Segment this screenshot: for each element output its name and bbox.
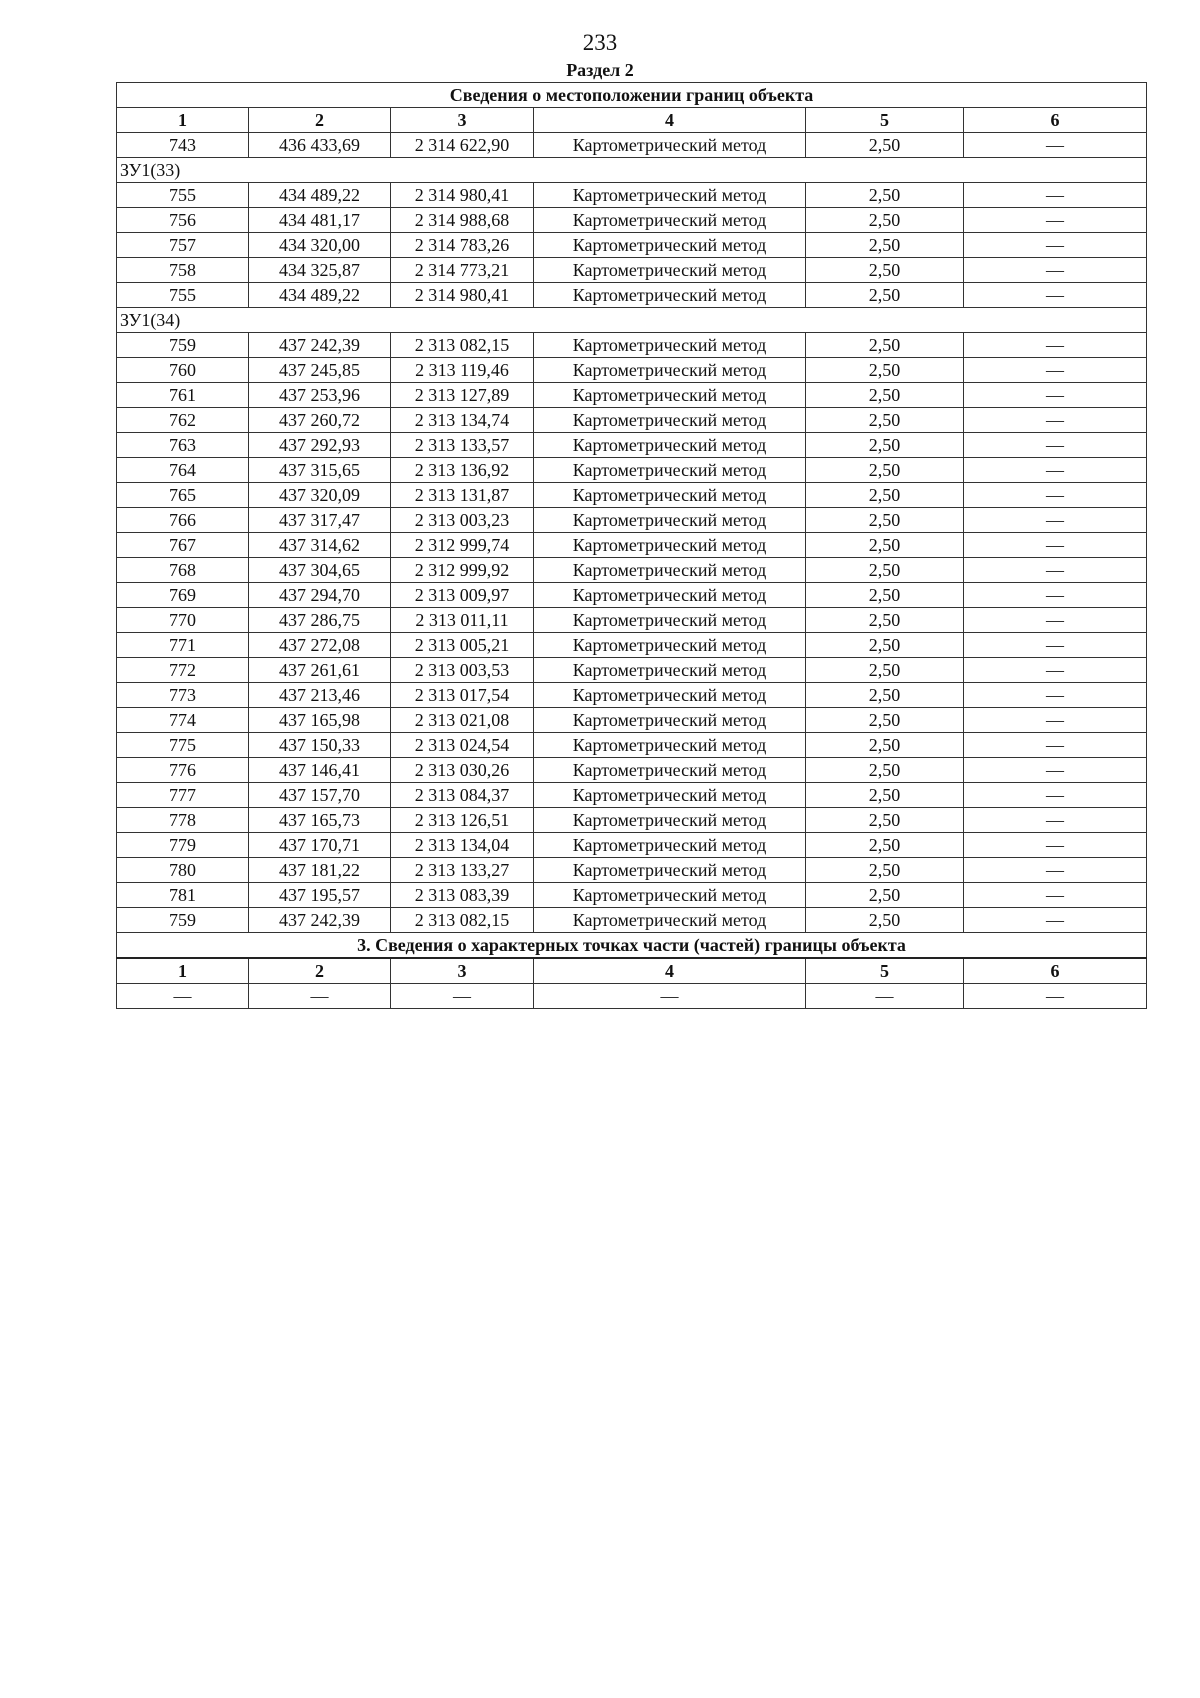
table-row	[117, 208, 1147, 233]
table-cell: Картометрический метод	[534, 558, 806, 583]
table-cell: 436 433,69	[249, 133, 391, 158]
table-cell: 770	[117, 608, 249, 633]
table-body	[117, 83, 1147, 1009]
table-cell: —	[964, 683, 1147, 708]
table-cell: 755	[117, 183, 249, 208]
table-cell: 437 294,70	[249, 583, 391, 608]
table-cell: 2 314 980,41	[391, 183, 534, 208]
table-cell: 2,50	[806, 908, 964, 933]
section3-title-row	[117, 933, 1147, 959]
table-cell: 743	[117, 133, 249, 158]
table-cell: 2,50	[806, 433, 964, 458]
table-cell: Картометрический метод	[534, 233, 806, 258]
table-cell: 2,50	[806, 708, 964, 733]
table-cell: 2 313 005,21	[391, 633, 534, 658]
table-cell: Картометрический метод	[534, 908, 806, 933]
table-cell: 2 313 131,87	[391, 483, 534, 508]
table-cell: 2,50	[806, 358, 964, 383]
table-cell: 758	[117, 258, 249, 283]
table-cell: —	[964, 358, 1147, 383]
table-cell: 434 481,17	[249, 208, 391, 233]
table-cell: 437 292,93	[249, 433, 391, 458]
table-cell: 2,50	[806, 683, 964, 708]
table-cell: 2 313 119,46	[391, 358, 534, 383]
table-cell: —	[964, 333, 1147, 358]
table-cell: 759	[117, 333, 249, 358]
column-header: 6	[964, 108, 1147, 133]
table-cell: 2 313 021,08	[391, 708, 534, 733]
table-cell: —	[964, 658, 1147, 683]
column-header: 4	[534, 108, 806, 133]
table-row	[117, 633, 1147, 658]
table-cell: —	[964, 984, 1147, 1009]
table-cell: 2 313 082,15	[391, 333, 534, 358]
table-cell: 434 325,87	[249, 258, 391, 283]
table-cell: Картометрический метод	[534, 183, 806, 208]
table-cell: —	[534, 984, 806, 1009]
table-cell: 2,50	[806, 608, 964, 633]
table-row	[117, 908, 1147, 933]
table-cell: Картометрический метод	[534, 333, 806, 358]
table-cell: 2,50	[806, 658, 964, 683]
table-cell: 781	[117, 883, 249, 908]
table-cell: 2 314 988,68	[391, 208, 534, 233]
table-cell: 2 313 017,54	[391, 683, 534, 708]
table-cell: —	[964, 433, 1147, 458]
table-cell: Картометрический метод	[534, 408, 806, 433]
column-header: 5	[806, 108, 964, 133]
table-cell: —	[964, 558, 1147, 583]
table-row	[117, 483, 1147, 508]
table-cell: 2 312 999,92	[391, 558, 534, 583]
table-row	[117, 533, 1147, 558]
table-cell: 761	[117, 383, 249, 408]
table-cell: Картометрический метод	[534, 283, 806, 308]
table-cell: 2 313 024,54	[391, 733, 534, 758]
table-row	[117, 558, 1147, 583]
table-cell: —	[964, 583, 1147, 608]
table-cell: —	[964, 708, 1147, 733]
table-row	[117, 433, 1147, 458]
table-cell: 2 313 084,37	[391, 783, 534, 808]
table-cell: Картометрический метод	[534, 833, 806, 858]
table-cell: 2,50	[806, 408, 964, 433]
table-cell: 2,50	[806, 833, 964, 858]
table-cell: Картометрический метод	[534, 433, 806, 458]
table-cell: 437 272,08	[249, 633, 391, 658]
table-cell: 2,50	[806, 508, 964, 533]
table-row	[117, 608, 1147, 633]
table-cell: 2 313 003,23	[391, 508, 534, 533]
table-cell: 437 170,71	[249, 833, 391, 858]
table-row	[117, 808, 1147, 833]
table-cell: 2 312 999,74	[391, 533, 534, 558]
table-cell: —	[964, 908, 1147, 933]
table-cell: 437 165,98	[249, 708, 391, 733]
table-cell: 771	[117, 633, 249, 658]
boundary-coordinates-table	[116, 82, 1147, 1009]
table-cell: Картометрический метод	[534, 483, 806, 508]
table-row	[117, 783, 1147, 808]
table-cell: 776	[117, 758, 249, 783]
table-cell: 2 313 127,89	[391, 383, 534, 408]
table-cell: 437 242,39	[249, 333, 391, 358]
table-row	[117, 458, 1147, 483]
table-cell: 772	[117, 658, 249, 683]
table-cell: Картометрический метод	[534, 533, 806, 558]
table-cell: Картометрический метод	[534, 708, 806, 733]
table-cell: 2,50	[806, 533, 964, 558]
column-header: 2	[249, 108, 391, 133]
table-cell: —	[964, 858, 1147, 883]
column-header: 3	[391, 958, 534, 984]
table-cell: 769	[117, 583, 249, 608]
group-label: ЗУ1(34)	[117, 308, 1147, 333]
table-cell: —	[964, 408, 1147, 433]
table-cell: 434 489,22	[249, 183, 391, 208]
table-cell: Картометрический метод	[534, 608, 806, 633]
table-cell: 757	[117, 233, 249, 258]
table-cell: —	[391, 984, 534, 1009]
table-cell: 2,50	[806, 558, 964, 583]
table-cell: 2 313 009,97	[391, 583, 534, 608]
table-cell: 437 181,22	[249, 858, 391, 883]
table-cell: —	[964, 133, 1147, 158]
table-cell: 2,50	[806, 233, 964, 258]
table-cell: 2,50	[806, 283, 964, 308]
table-cell: Картометрический метод	[534, 133, 806, 158]
table-cell: 437 242,39	[249, 908, 391, 933]
column-header: 2	[249, 958, 391, 984]
table-cell: 2,50	[806, 733, 964, 758]
table-cell: 2 313 003,53	[391, 658, 534, 683]
table-cell: 434 320,00	[249, 233, 391, 258]
table-cell: —	[964, 383, 1147, 408]
column-header: 6	[964, 958, 1147, 984]
table-title: Сведения о местоположении границ объекта	[117, 83, 1147, 108]
table-cell: Картометрический метод	[534, 458, 806, 483]
table-cell: 767	[117, 533, 249, 558]
table-cell: 2,50	[806, 858, 964, 883]
table-cell: 2,50	[806, 258, 964, 283]
table-cell: Картометрический метод	[534, 858, 806, 883]
table-cell: —	[964, 508, 1147, 533]
table-row	[117, 408, 1147, 433]
table-cell: —	[964, 258, 1147, 283]
table-row	[117, 383, 1147, 408]
table-cell: Картометрический метод	[534, 808, 806, 833]
table-cell: Картометрический метод	[534, 783, 806, 808]
table-cell: 762	[117, 408, 249, 433]
table-cell: 775	[117, 733, 249, 758]
table-title-row	[117, 83, 1147, 108]
table-cell: 2 313 082,15	[391, 908, 534, 933]
table-cell: 437 146,41	[249, 758, 391, 783]
table-cell: 2,50	[806, 483, 964, 508]
table-cell: —	[964, 783, 1147, 808]
table-cell: 2,50	[806, 883, 964, 908]
table-cell: 2,50	[806, 383, 964, 408]
table-cell: 2,50	[806, 758, 964, 783]
table-cell: —	[964, 483, 1147, 508]
table-cell: 2,50	[806, 133, 964, 158]
table-cell: —	[964, 208, 1147, 233]
table-row	[117, 583, 1147, 608]
table-row	[117, 183, 1147, 208]
table-cell: 437 315,65	[249, 458, 391, 483]
column-header-row	[117, 108, 1147, 133]
section3-title: 3. Сведения о характерных точках части (частей) границы объекта	[117, 933, 1147, 959]
table-cell: 755	[117, 283, 249, 308]
table-cell: 437 261,61	[249, 658, 391, 683]
table-cell: —	[806, 984, 964, 1009]
table-cell: Картометрический метод	[534, 658, 806, 683]
table-cell: 779	[117, 833, 249, 858]
table-cell: 756	[117, 208, 249, 233]
table-cell: 763	[117, 433, 249, 458]
table-cell: —	[964, 833, 1147, 858]
table-row	[117, 858, 1147, 883]
table-cell: —	[964, 608, 1147, 633]
table-cell: 2 313 126,51	[391, 808, 534, 833]
table-row	[117, 133, 1147, 158]
table-row	[117, 683, 1147, 708]
table-cell: Картометрический метод	[534, 208, 806, 233]
table-cell: 2 313 030,26	[391, 758, 534, 783]
table-cell: 437 195,57	[249, 883, 391, 908]
group-row	[117, 158, 1147, 183]
table-cell: —	[117, 984, 249, 1009]
column-header: 4	[534, 958, 806, 984]
table-row	[117, 708, 1147, 733]
table-cell: 437 304,65	[249, 558, 391, 583]
table-cell: —	[964, 733, 1147, 758]
table-cell: —	[964, 283, 1147, 308]
table-cell: 2,50	[806, 808, 964, 833]
table-cell: 2 313 011,11	[391, 608, 534, 633]
table-row	[117, 758, 1147, 783]
table-row	[117, 233, 1147, 258]
table-cell: 437 245,85	[249, 358, 391, 383]
column-header: 1	[117, 958, 249, 984]
table-cell: —	[964, 883, 1147, 908]
table-cell: 2,50	[806, 183, 964, 208]
table-cell: 2,50	[806, 458, 964, 483]
table-row	[117, 333, 1147, 358]
table-cell: 434 489,22	[249, 283, 391, 308]
table-cell: 2 314 783,26	[391, 233, 534, 258]
table-cell: —	[964, 183, 1147, 208]
table-cell: 437 253,96	[249, 383, 391, 408]
group-row	[117, 308, 1147, 333]
table-cell: 2 313 133,27	[391, 858, 534, 883]
table-cell: —	[964, 233, 1147, 258]
table-cell: Картометрический метод	[534, 633, 806, 658]
column-header: 3	[391, 108, 534, 133]
table-cell: —	[964, 758, 1147, 783]
table-row	[117, 283, 1147, 308]
table-cell: 773	[117, 683, 249, 708]
table-cell: 766	[117, 508, 249, 533]
table-cell: 768	[117, 558, 249, 583]
table-cell: 437 213,46	[249, 683, 391, 708]
table-cell: Картометрический метод	[534, 883, 806, 908]
table-cell: Картометрический метод	[534, 583, 806, 608]
table-cell: 2,50	[806, 783, 964, 808]
table-row	[117, 883, 1147, 908]
group-label: ЗУ1(33)	[117, 158, 1147, 183]
table-row	[117, 658, 1147, 683]
table-cell: —	[964, 633, 1147, 658]
table-cell: Картометрический метод	[534, 508, 806, 533]
table-cell: Картометрический метод	[534, 733, 806, 758]
section-title: Раздел 2	[566, 60, 634, 80]
table-cell: Картометрический метод	[534, 683, 806, 708]
table-cell: 437 317,47	[249, 508, 391, 533]
table-cell: 780	[117, 858, 249, 883]
table-cell: 2 313 134,74	[391, 408, 534, 433]
table-cell: 437 286,75	[249, 608, 391, 633]
table-cell: 2 313 133,57	[391, 433, 534, 458]
table-cell: 774	[117, 708, 249, 733]
table-cell: 759	[117, 908, 249, 933]
table-row	[117, 984, 1147, 1009]
table-cell: 778	[117, 808, 249, 833]
table-cell: 2 313 083,39	[391, 883, 534, 908]
column-header: 5	[806, 958, 964, 984]
table-cell: Картометрический метод	[534, 758, 806, 783]
table-cell: 764	[117, 458, 249, 483]
table-row	[117, 733, 1147, 758]
table-cell: 2,50	[806, 208, 964, 233]
table-cell: 2,50	[806, 583, 964, 608]
table-cell: 2 314 980,41	[391, 283, 534, 308]
table-cell: 437 320,09	[249, 483, 391, 508]
table-cell: —	[964, 458, 1147, 483]
table-cell: 437 150,33	[249, 733, 391, 758]
section3-header-row	[117, 958, 1147, 984]
table-row	[117, 258, 1147, 283]
table-cell: 437 314,62	[249, 533, 391, 558]
table-cell: 2 313 134,04	[391, 833, 534, 858]
table-cell: —	[964, 533, 1147, 558]
table-row	[117, 358, 1147, 383]
table-cell: 2,50	[806, 333, 964, 358]
table-cell: 777	[117, 783, 249, 808]
table-cell: 437 157,70	[249, 783, 391, 808]
table-cell: 2 313 136,92	[391, 458, 534, 483]
table-cell: Картометрический метод	[534, 383, 806, 408]
table-cell: 2,50	[806, 633, 964, 658]
table-cell: Картометрический метод	[534, 358, 806, 383]
table-cell: Картометрический метод	[534, 258, 806, 283]
table-cell: —	[249, 984, 391, 1009]
page-number: 233	[582, 30, 618, 55]
table-cell: 437 165,73	[249, 808, 391, 833]
table-cell: 760	[117, 358, 249, 383]
table-cell: 437 260,72	[249, 408, 391, 433]
table-cell: 2 314 773,21	[391, 258, 534, 283]
table-row	[117, 833, 1147, 858]
table-cell: 2 314 622,90	[391, 133, 534, 158]
table-cell: —	[964, 808, 1147, 833]
table-row	[117, 508, 1147, 533]
table-cell: 765	[117, 483, 249, 508]
column-header: 1	[117, 108, 249, 133]
